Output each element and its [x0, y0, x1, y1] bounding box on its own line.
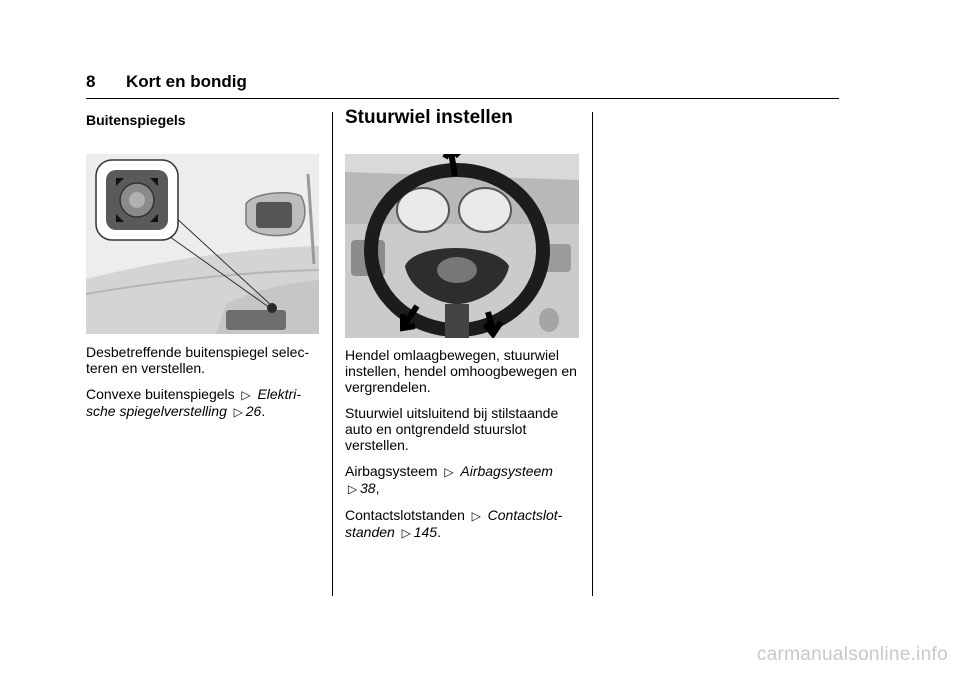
page-reference-arrow-icon: ▷	[233, 405, 243, 419]
mirrors-heading: Buitenspiegels	[86, 112, 186, 128]
section-title: Kort en bondig	[126, 72, 247, 91]
page-reference-145[interactable]: 145	[413, 524, 438, 540]
column-2-text	[345, 347, 583, 551]
steering-wheel-illustration	[345, 154, 579, 338]
steering-paragraph-4	[345, 507, 583, 541]
column-2-heading	[345, 107, 583, 128]
reference-arrow-icon: ▷	[471, 509, 481, 523]
mirror-illustration-svg	[86, 154, 319, 334]
ignition-positions-link[interactable]: Contactslot-standen	[345, 507, 563, 540]
steering-paragraph-1: Hendel omlaagbewegen, stuurwiel instellen, hendel omhoogbewegen en vergrendelen.	[345, 347, 577, 395]
column-divider-2	[592, 112, 593, 596]
airbag-system-text: Airbagsysteem	[345, 463, 438, 479]
mirrors-paragraph-1: Desbetreffende buitenspiegel selec-teren en verstellen.	[86, 344, 310, 376]
page-number: 8	[86, 72, 96, 91]
convex-mirrors-text: Convexe buitenspiegels	[86, 386, 235, 402]
column-1	[86, 112, 321, 128]
steering-paragraph-2: Stuurwiel uitsluitend bij stilstaande auto en ontgrendeld stuurslot verstellen.	[345, 405, 559, 453]
mirrors-paragraph-2	[86, 386, 321, 420]
page-header	[86, 72, 247, 92]
steering-wheel-heading: Stuurwiel instellen	[345, 107, 513, 128]
reference-arrow-icon: ▷	[241, 388, 251, 402]
ignition-positions-text: Contactslotstanden	[345, 507, 465, 523]
punctuation: .	[261, 403, 266, 419]
page-reference-26[interactable]: 26	[245, 403, 262, 419]
steering-wheel-illustration-svg	[345, 154, 579, 338]
airbag-system-link[interactable]: Airbagsysteem	[460, 463, 553, 479]
column-divider-1	[332, 112, 333, 596]
column-1-text	[86, 344, 321, 430]
reference-arrow-icon: ▷	[444, 465, 454, 479]
punctuation: ,	[375, 480, 380, 496]
page-reference-38[interactable]: 38	[360, 480, 376, 496]
steering-paragraph-3	[345, 463, 583, 497]
mirror-illustration	[86, 154, 319, 334]
electric-mirror-adjustment-link[interactable]: Elektri-sche spiegelverstelling	[86, 386, 301, 419]
header-rule	[86, 98, 839, 99]
page-reference-arrow-icon: ▷	[347, 482, 358, 496]
site-watermark: carmanualsonline.info	[756, 644, 948, 665]
page-reference-arrow-icon: ▷	[401, 526, 411, 540]
punctuation: .	[437, 524, 441, 540]
